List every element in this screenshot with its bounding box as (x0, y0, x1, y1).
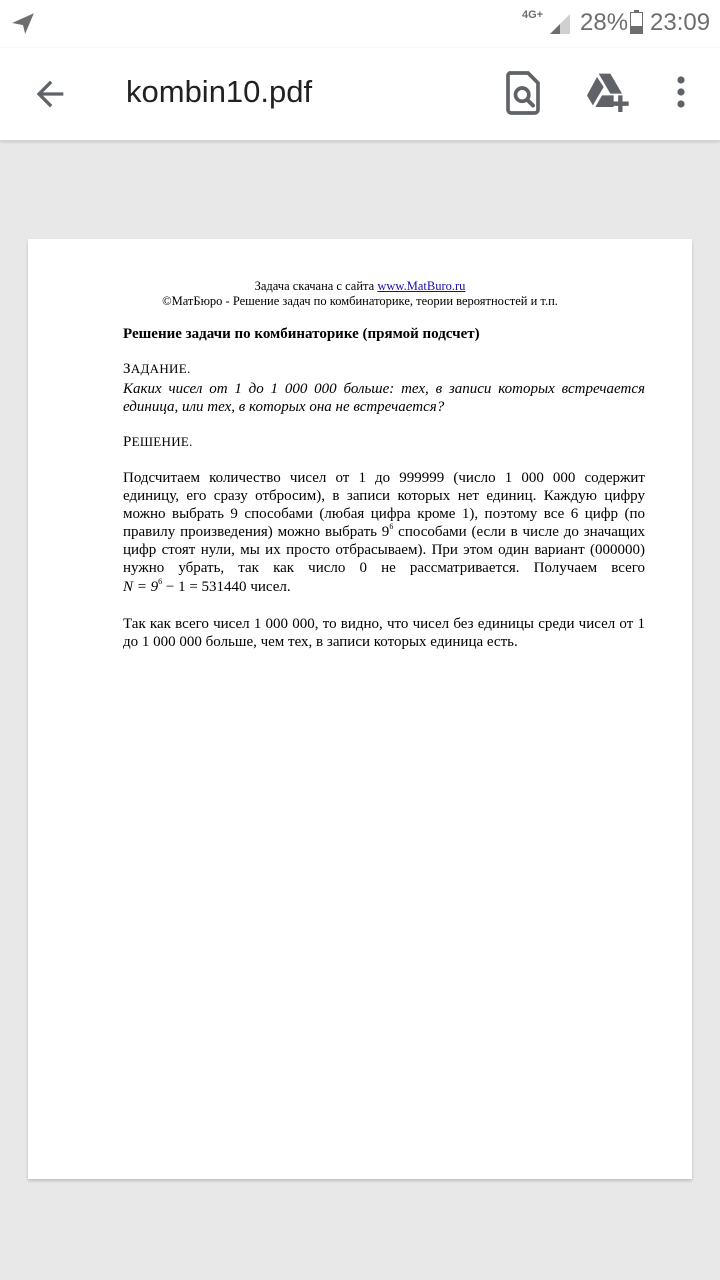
back-arrow-icon[interactable] (30, 74, 70, 114)
task-text: Каких чисел от 1 до 1 000 000 больше: тех, в записи которых встречается единица, или тех, в которых она не встречается? (123, 381, 645, 415)
header-line2: ©МатБюро - Решение задач по комбинаторике, теории вероятностей и т.п. (162, 294, 558, 308)
formula (123, 576, 247, 595)
send-icon (10, 10, 36, 36)
formula-exponent: 6 (158, 576, 163, 586)
signal-icon (548, 12, 572, 34)
para1-part1: Подсчитаем количество чисел от 1 до 999999 (число 1 000 000 содержит единицу, его сразу отбросим), в записи которых нет единиц. Каждую цифру можно выбрать 9 способами (любая цифра кроме 1), поэтому все 6 цифр (по правилу произведения) можно выбрать 9 (123, 470, 645, 541)
para1-exponent: 6 (389, 522, 394, 532)
para1-part2: способами (если в числе до значащих цифр стоят нули, мы их просто отбрасываем). При этом один вариант (000000) нужно убрать, так как число 0 не рассматривается. Получаем всего (123, 524, 645, 577)
add-to-drive-icon[interactable] (585, 72, 629, 112)
more-vert-icon[interactable] (668, 72, 694, 116)
task-label-rest: АДАНИЕ. (130, 361, 191, 376)
status-bar (0, 0, 720, 48)
document-heading: Решение задачи по комбинаторике (прямой подсчет) (123, 326, 480, 342)
formula-left: N = 9 (123, 578, 159, 595)
battery-icon (630, 10, 643, 34)
solution-paragraph-1 (123, 469, 645, 596)
find-in-page-icon[interactable] (503, 71, 543, 115)
solution-label (123, 433, 193, 451)
solution-label-rest: ЕШЕНИЕ. (131, 434, 193, 449)
app-bar (0, 48, 720, 141)
document-title: kombin10.pdf (126, 74, 313, 109)
task-label (123, 360, 191, 378)
pdf-page[interactable] (28, 239, 692, 1179)
task-label-first: З (123, 361, 131, 377)
battery-percent: 28% (580, 9, 629, 36)
formula-right: − 1 = 531440 (162, 578, 247, 595)
clock: 23:09 (650, 9, 711, 36)
solution-paragraph-2: Так как всего чисел 1 000 000, то видно, что чисел без единицы среди чисел от 1 до 1 000 000 больше, чем тех, в записи которых единица есть. (123, 616, 645, 651)
header-prefix: Задача скачана с сайта (254, 279, 378, 293)
solution-label-first: Р (123, 434, 132, 450)
document-header (28, 279, 692, 309)
header-link[interactable]: www.MatBuro.ru (377, 279, 466, 293)
network-type: 4G+ (522, 9, 544, 21)
para1-part3: чисел. (246, 578, 291, 595)
